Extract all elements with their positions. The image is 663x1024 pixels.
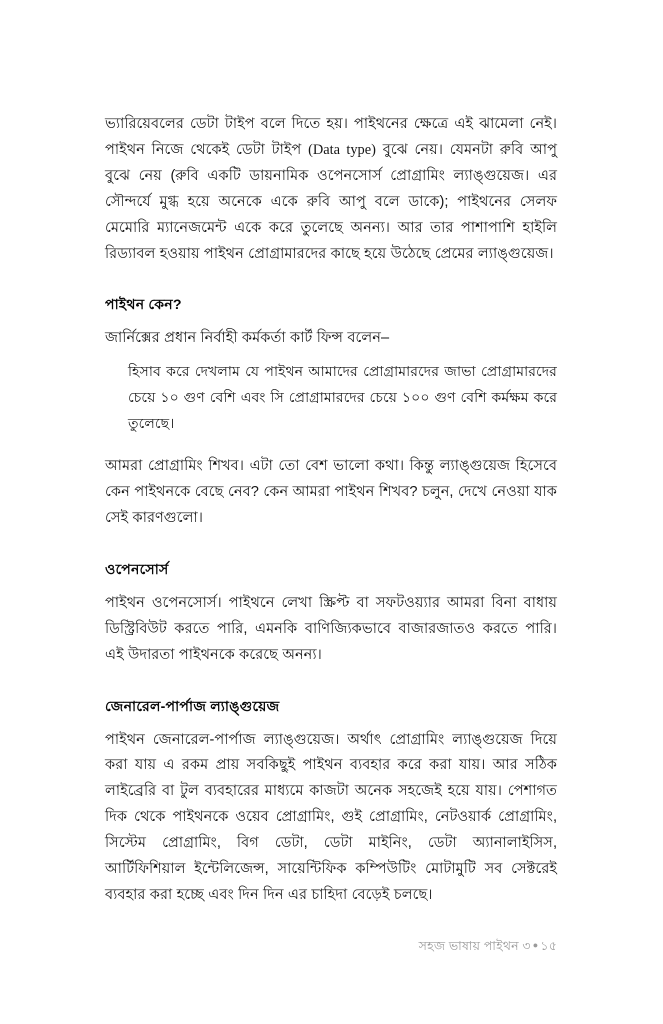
quote-spacer-bottom xyxy=(105,437,557,454)
blockquote-productivity: হিসাব করে দেখলাম যে পাইথন আমাদের প্রোগ্রামারদের জাভা প্রোগ্রামারদের চেয়ে ১০ গুণ বেশি এবং সি প্রোগ্রামারদের চেয়ে ১০০ গুণ বেশি কর্মক্ষম করে তুলেছে। xyxy=(128,364,557,432)
section-spacer xyxy=(105,267,557,293)
heading-spacer-2 xyxy=(105,583,557,591)
latin-term-data-type: (Data type) xyxy=(308,141,376,158)
section-spacer-3 xyxy=(105,669,557,695)
paragraph-text-part-1: ভ্যারিয়েবলের ডেটা টাইপ বলে দিতে হয়। পাইথনের ক্ষেত্রে এই ঝামেলা নেই। পাইথন নিজে থেকেই ডেটা টাইপ xyxy=(105,116,557,158)
heading-opensource: ওপেনসোর্স xyxy=(105,561,169,578)
heading-spacer-3 xyxy=(105,720,557,728)
footer-separator-dot: ● xyxy=(532,940,539,950)
paragraph-general-purpose: পাইথন জেনারেল-পার্পাজ ল্যাঙ্গুয়েজ। অর্থাৎ প্রোগ্রামিং ল্যাঙ্গুয়েজ দিয়ে করা যায় এ রকম প্রায় সবকিছুই পাইথন ব্যবহার করে করা যায়। আর সঠিক লাইব্রেরি বা টুল ব্যবহারের মাধ্যমে কাজটা অনেক সহজেই হয়ে যায়। পেশাগত দিক থেকে পাইথনকে ওয়েব প্রোগ্রামিং, গুই প্রোগ্রামিং, নেটওয়ার্ক প্রোগ্রামিং, সিস্টেম প্রোগ্রামিং, বিগ ডেটা, ডেটা মাইনিং, ডেটা অ্যানালাইসিস, আর্টিফিশিয়াল ইন্টেলিজেন্স, সায়েন্টিফিক কম্পিউটিং মোটামুটি সব সেক্টরেই ব্যবহার করা হচ্ছে এবং দিন দিন এর চাহিদা বেড়েই চলছে। xyxy=(105,731,557,903)
heading-general-purpose-language: জেনারেল-পার্পাজ ল্যাঙ্গুয়েজ xyxy=(105,698,280,715)
heading-why-python: পাইথন কেন? xyxy=(105,297,182,314)
quote-spacer-top xyxy=(105,352,557,360)
paragraph-jarnix-ceo: জার্নিক্সের প্রধান নির্বাহী কর্মকর্তা কার্ট ফিন্স বলেন– xyxy=(105,330,390,347)
paragraph-variable-datatype xyxy=(105,112,557,267)
heading-spacer xyxy=(105,318,557,326)
page-footer xyxy=(105,938,557,958)
page-content xyxy=(105,112,557,909)
section-spacer-2 xyxy=(105,532,557,558)
footer-book-title: সহজ ভাষায় পাইথন ৩ xyxy=(418,939,531,953)
paragraph-why-learn-python: আমরা প্রোগ্রামিং শিখব। এটা তো বেশ ভালো কথা। কিন্তু ল্যাঙ্গুয়েজ হিসেবে কেন পাইথনকে বেছে নেব? কেন আমরা পাইথন শিখব? চলুন, দেখে নেওয়া যাক সেই কারণগুলো। xyxy=(105,458,557,526)
paragraph-text-part-2: বুঝে নেয়। যেমনটা রুবি আপু বুঝে নেয় (রুবি একটি ডায়নামিক ওপেনসোর্স প্রোগ্রামিং ল্যাঙ্গুয়েজ। এর সৌন্দর্যে মুগ্ধ হয়ে অনেকে একে রুবি আপু বলে ডাকে); পাইথনের সেলফ মেমোরি ম্যানেজমেন্ট একে করে তুলেছে অনন্য। আর তার পাশাপাশি হাইলি রিড্যাবল হওয়ায় পাইথন প্রোগ্রামারদের কাছে হয়ে উঠেছে প্রেমের ল্যাঙ্গুয়েজ। xyxy=(105,141,557,262)
footer-page-number: ১৫ xyxy=(540,939,557,953)
paragraph-opensource: পাইথন ওপেনসোর্স। পাইথনে লেখা স্ক্রিপ্ট বা সফটওয়্যার আমরা বিনা বাধায় ডিস্ট্রিবিউট করতে পারি, এমনকি বাণিজ্যিকভাবে বাজারজাতও করতে পারি। এই উদারতা পাইথনকে করেছে অনন্য। xyxy=(105,594,557,663)
